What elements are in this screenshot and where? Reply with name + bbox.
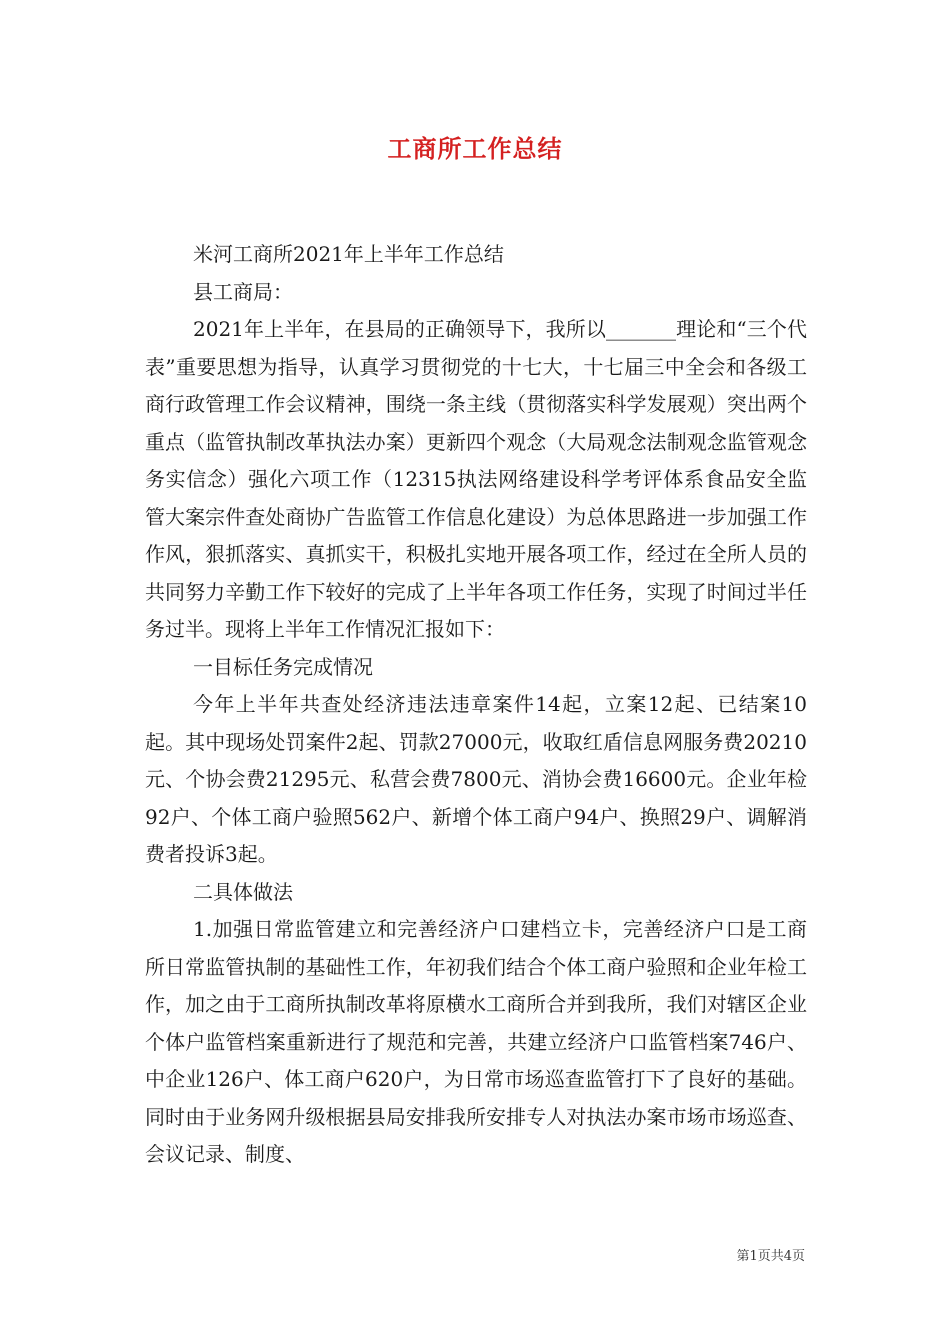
section-heading-methods: 二具体做法 <box>193 879 293 904</box>
document-title: 工商所工作总结 <box>387 134 563 163</box>
section-heading-targets: 一目标任务完成情况 <box>193 654 373 679</box>
paragraph-methods-1: 1.加强日常监管建立和完善经济户口建档立卡，完善经济户口是工商所日常监管执制的基础性工作，年初我们结合个体工商户验照和企业年检工作，加之由于工商所执制改革将原横水工商所合并到我所，我们对辖区企业个体户监管档案重新进行了规范和完善，共建立经济户口监管档案746户、中企业126户、体工商户620户，为日常市场巡查监管打下了良好的基础。同时由于业务网升级根据县局安排我所安排专人对执法办案市场市场巡查、会议记录、制度、 <box>145 917 807 1166</box>
paragraph-targets: 今年上半年共查处经济违法违章案件14起，立案12起、已结案10起。其中现场处罚案件2起、罚款27000元，收取红盾信息网服务费20210元、个协会费21295元、私营会费7800元、消协会费16600元。企业年检92户、个体工商户验照562户、新增个体工商户94户、换照29户、调解消费者投诉3起。 <box>145 692 807 866</box>
document-body <box>145 236 807 1174</box>
paragraph-intro: 2021年上半年，在县局的正确领导下，我所以_______理论和“三个代表”重要思想为指导，认真学习贯彻党的十七大，十七届三中全会和各级工商行政管理工作会议精神，围绕一条主线（贯彻落实科学发展观）突出两个重点（监管执制改革执法办案）更新四个观念（大局观念法制观念监管观念务实信念）强化六项工作（12315执法网络建设科学考评体系食品安全监管大案宗件查处商协广告监管工作信息化建设）为总体思路进一步加强工作作风，狠抓落实、真抓实干，积极扎实地开展各项工作，经过在全所人员的共同努力辛勤工作下较好的完成了上半年各项工作任务，实现了时间过半任务过半。现将上半年工作情况汇报如下： <box>145 317 807 641</box>
page-number: 第1页共4页 <box>736 1249 805 1264</box>
paragraph-salutation: 县工商局： <box>193 279 293 304</box>
paragraph-subtitle: 米河工商所2021年上半年工作总结 <box>193 242 504 266</box>
